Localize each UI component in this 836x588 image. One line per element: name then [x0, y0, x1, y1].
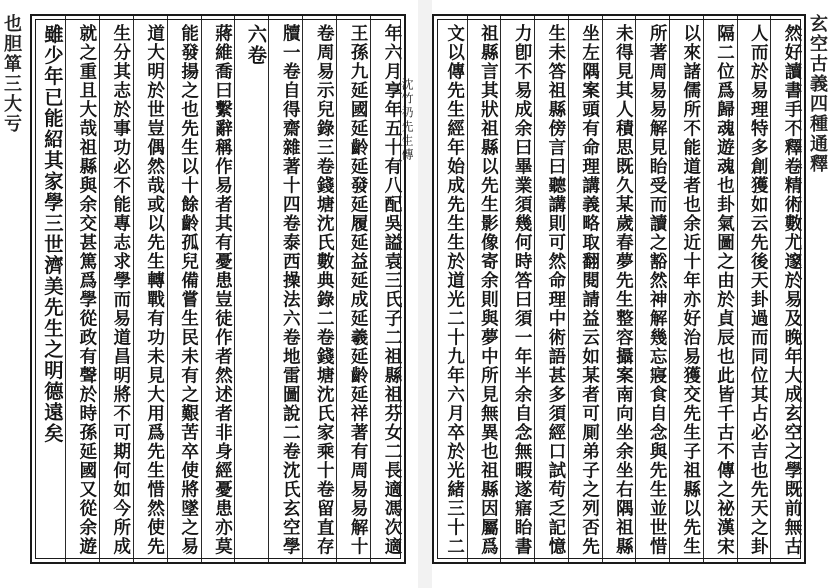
text-column: 生分其志於事功必不能專志求學而易道昌明將不可期何如今所成	[99, 16, 133, 562]
text-column: 就之重且大哉祖縣與余交甚篤爲學從政有聲於時孫延國又從余遊	[65, 16, 99, 562]
text-column: 生未答祖縣傍言曰聽講則可然命理中術語甚多須經口試苟乏記憶	[534, 16, 568, 562]
text-column: 王孫九延國延齡延發延履延益延成延羲延齡延祥著有周易易解十	[336, 16, 370, 562]
text-column: 所著周易易解見眙受而讀之豁然神解幾忘寢食自念與先生並世惜	[635, 16, 669, 562]
right-text-frame	[432, 14, 806, 564]
left-text-frame	[30, 14, 406, 564]
text-column: 以來諸儒所不能道者也余近十年亦好治易獲交先生子祖縣以先生	[669, 16, 703, 562]
text-column: 隔二位爲歸魂遊魂也卦氣圖之由於貞辰也此皆千古不傳之祕漢宋	[703, 16, 737, 562]
text-column: 然好讀書手不釋卷精術數尤邃於易及晚年大成玄空之學既前無古	[770, 16, 804, 562]
left-page	[0, 8, 418, 568]
right-page	[432, 8, 836, 568]
left-edge-title: 也胆箪三大亏	[1, 14, 22, 134]
text-column: 牘一卷自得齋雜著十四卷泰西操法六卷地雷圖說二卷沈氏玄空學	[268, 16, 302, 562]
text-column: 年六月享年五十有八配吳謚袁三氏子二祖縣祖芬女二長適馮次適	[370, 16, 404, 562]
text-column: 道大明於世豈偶然哉或以先生轉戰有功未見大用爲先生惜然使先	[133, 16, 167, 562]
left-columns	[32, 16, 404, 562]
text-column: 力卽不易成余曰畢業須幾何時答曰須一年半余自念無暇遂寤眙書	[500, 16, 534, 562]
left-page-subtitle: 沈竹礽先生傳	[400, 78, 414, 162]
right-edge-title: 玄空古義四種通釋	[807, 14, 828, 174]
text-column: 文以傳先生經年始成先生生於道光二十九年六月卒於光緒三十二	[443, 24, 464, 556]
text-column: 雖少年已能紹其家學三世濟美先生之明德遠矣	[40, 24, 64, 444]
text-column: 祖縣言其狀祖縣以先生影像寄余則與夢中所見無異也祖縣因屬爲	[467, 16, 501, 562]
text-column: 卷周易示兒錄三卷錢塘沈氏數典錄二卷錢塘沈氏家乘十卷留直存	[302, 16, 336, 562]
text-column: 人而於易理特多創獲如云先後天卦過而同位其占必吉也先天之卦	[737, 16, 771, 562]
text-column: 未得見其人積思既久某歲春夢先生整容攝案南向坐余坐右隅祖縣	[602, 16, 636, 562]
right-columns	[434, 16, 804, 562]
text-column: 蔣維喬曰繫辭稱作易者其有憂患豈徒作者然述者非身經憂患亦莫	[201, 16, 235, 562]
text-column: 坐左隅案頭有命理講義略取翻閱請益云如某者可厠弟子之列否先	[568, 16, 602, 562]
text-column: 能發揚之也先生以十餘齡孤兒備嘗生民未有之艱苦卒使將墜之易	[167, 16, 201, 562]
text-column: 六卷	[234, 16, 268, 562]
book-gutter	[418, 0, 432, 588]
